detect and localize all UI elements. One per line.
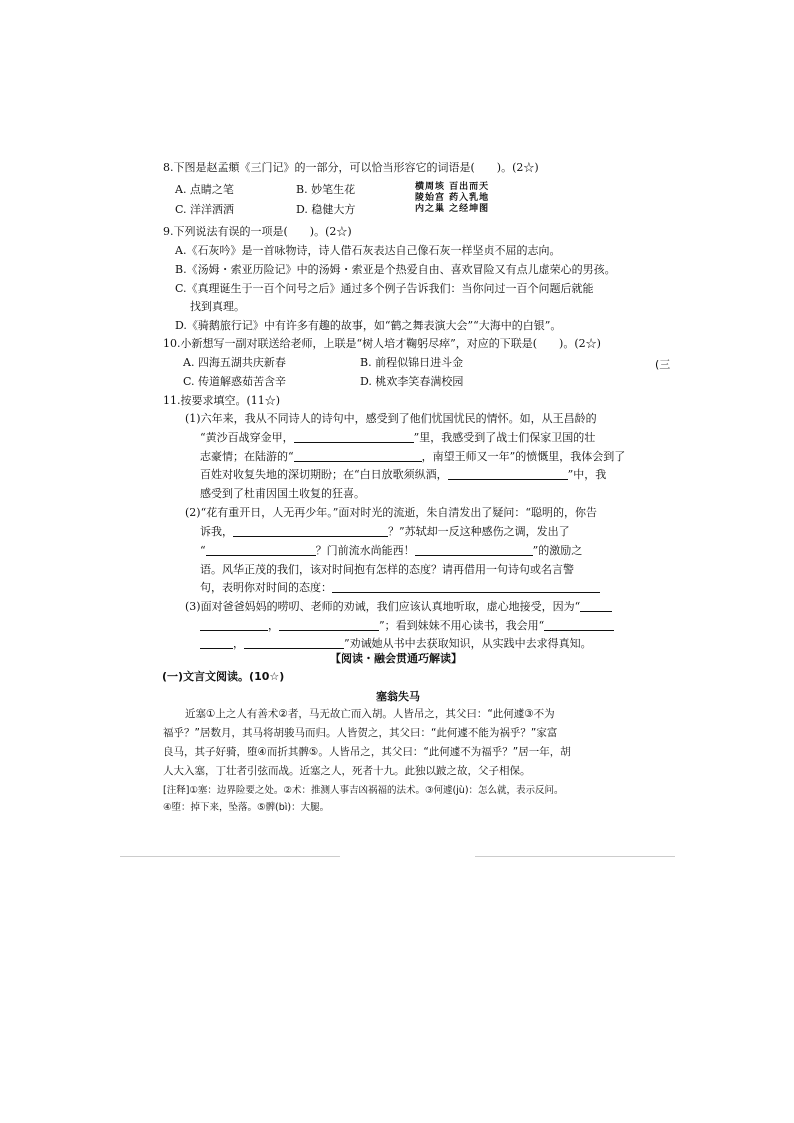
answer-blank[interactable] — [200, 619, 268, 631]
q11-p2-line1: (2)“花有重开日，人无再少年。”面对时光的流逝，朱自清发出了疑问：“聪明的，你告 — [185, 506, 597, 519]
calligraphy-line: 横周垓 百出而天 — [415, 182, 490, 192]
answer-blank[interactable] — [448, 468, 568, 480]
q11-p3-line2: ， ”；看到妹妹不用心读书，我会用“ — [200, 618, 614, 634]
answer-blank[interactable] — [294, 450, 422, 462]
passage-line: 福乎？”居数月，其马将胡骏马而归。人皆贺之，其父曰：“此何遽不能为祸乎？”家富 — [163, 727, 558, 739]
margin-mark: (三 — [655, 358, 671, 371]
passage-line: 近塞①上之人有善术②者，马无故亡而入胡。人皆吊之，其父曰：“此何遽③不为 — [185, 708, 555, 720]
calligraphy-image — [415, 182, 489, 215]
q10-stem: 10.小新想写一副对联送给老师，上联是“树人培才鞠躬尽瘁”，对应的下联是( )。(2☆) — [163, 337, 601, 350]
answer-blank[interactable] — [332, 581, 600, 593]
q8-stem: 8.下图是赵孟頫《三门记》的一部分，可以恰当形容它的词语是( )。(2☆) — [163, 161, 539, 174]
q11-p3-line1: (3)面对爸爸妈妈的唠叨、老师的劝诫，我们应该认真地听取，虚心地接受，因为“ — [185, 599, 612, 615]
q9-option-a[interactable]: A.《石灰吟》是一首咏物诗，诗人借石灰表达自己像石灰一样坚贞不屈的志向。 — [175, 244, 561, 257]
answer-blank[interactable] — [244, 637, 344, 649]
calligraphy-line: 陵始宫 药入乳地 — [415, 193, 490, 203]
answer-blank[interactable] — [279, 619, 379, 631]
q10-option-c[interactable]: C. 传道解惑茹苦含辛 — [183, 375, 287, 388]
q9-option-c-cont: 找到真理。 — [190, 300, 245, 313]
calligraphy-line: 内之巢 之经坤图 — [415, 204, 490, 214]
q8-option-b[interactable]: B. 妙笔生花 — [296, 183, 356, 196]
q11-p1-line2: “黄沙百战穿金甲， ”里，我感受到了战士们保家卫国的壮 — [200, 431, 596, 444]
answer-blank[interactable] — [544, 619, 614, 631]
q9-option-c[interactable]: C.《真理诞生于一百个问号之后》通过多个例子告诉我们：当你问过一百个问题后就能 — [175, 282, 594, 295]
q10-option-a[interactable]: A. 四海五湖共庆新春 — [183, 356, 286, 369]
q11-p2-line4: 语。风华正茂的我们，该对时间抱有怎样的态度？请再借用一句诗句或名言警 — [200, 563, 574, 576]
q9-option-d[interactable]: D.《骑鹅旅行记》中有许多有趣的故事，如“鹤之舞表演大会”“大海中的白银”。 — [175, 319, 562, 332]
q9-option-b[interactable]: B.《汤姆・索亚历险记》中的汤姆・索亚是个热爱自由、喜欢冒险又有点儿虚荣心的男孩。 — [175, 263, 616, 276]
q11-p2-line5: 句，表明你对时间的态度： — [200, 580, 600, 596]
annotation-line: ④堕：掉下来，坠落。⑤髀(bì)：大腿。 — [163, 802, 330, 813]
divider — [475, 856, 675, 857]
answer-blank[interactable] — [206, 544, 316, 556]
passage-line: 良马，其子好骑，堕④而折其髀⑤。人皆吊之，其父曰：“此何遽不为福乎？”居一年，胡 — [163, 746, 571, 758]
answer-blank[interactable] — [233, 525, 388, 537]
q8-option-d[interactable]: D. 稳健大方 — [296, 203, 356, 216]
answer-blank[interactable] — [580, 600, 612, 612]
answer-blank[interactable] — [415, 544, 533, 556]
q9-stem: 9.下列说法有误的一项是( )。(2☆) — [163, 225, 352, 238]
q11-p1-line5: 感受到了杜甫因国土收复的狂喜。 — [200, 487, 365, 500]
q10-option-b[interactable]: B. 前程似锦日进斗金 — [360, 356, 464, 369]
q11-p1-line1: (1)六年来，我从不同诗人的诗句中，感受到了他们忧国忧民的情怀。如，从王昌龄的 — [185, 412, 597, 425]
q11-p2-line3: “ ？门前流水尚能西！ ”的激励之 — [200, 544, 583, 557]
reading-subtitle: (一)文言文阅读。(10☆) — [162, 670, 285, 683]
q8-option-a[interactable]: A. 点睛之笔 — [175, 183, 234, 196]
q11-p2-line2: 诉我， ？”苏轼却一反这种感伤之调，发出了 — [200, 525, 570, 538]
annotation-line: [注释]①塞：边界险要之处。②术：推测人事吉凶祸福的法术。③何遽(jù)：怎么就，表示反问。 — [163, 785, 564, 796]
q11-stem: 11.按要求填空。(11☆) — [163, 394, 281, 407]
q11-p1-line4: 百姓对收复失地的深切期盼；在“白日放歌须纵酒， ”中，我 — [200, 468, 607, 481]
q10-option-d[interactable]: D. 桃欢李笑春满校园 — [360, 375, 464, 388]
passage-title: 塞翁失马 — [376, 690, 420, 703]
q11-p3-line3: ， ”劝诫她从书中去获取知识，从实践中去求得真知。 — [200, 636, 592, 652]
q11-p1-line3: 志豪情；在陆游的“ ，南望王师又一年”的愤慨里，我体会到了 — [200, 450, 626, 463]
divider — [120, 856, 340, 857]
passage-line: 人大入塞，丁壮者引弦而战。近塞之人，死者十九。此独以跛之故，父子相保。 — [163, 765, 531, 777]
section-title: 【阅读・融会贯通巧解读】 — [330, 652, 462, 665]
answer-blank[interactable] — [294, 431, 414, 443]
q8-option-c[interactable]: C. 洋洋洒洒 — [175, 203, 235, 216]
answer-blank[interactable] — [200, 637, 233, 649]
